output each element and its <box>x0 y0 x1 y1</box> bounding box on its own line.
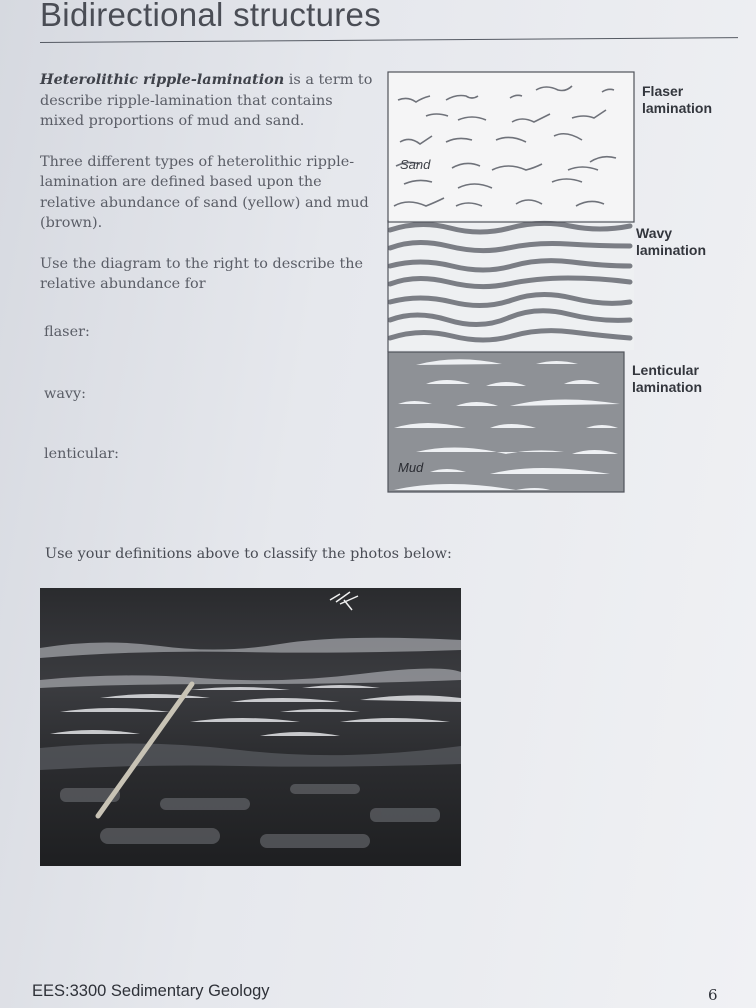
lenticular-lamination-label: Lenticular lamination <box>632 362 703 395</box>
intro-rest: describe ripple-lamination that contains mixed proportions of mud and sand. <box>40 92 333 129</box>
flaser-zone <box>388 72 634 222</box>
lamination-diagram-svg <box>386 70 638 496</box>
types-paragraph: Three different types of heterolithic ripple-lamination are defined based upon the relative abundance of sand (yellow) and mud (brown). <box>40 153 369 231</box>
page-title: Bidirectional structures <box>40 0 382 33</box>
footer-course-name: EES:3300 Sedimentary Geology <box>32 982 270 1000</box>
intro-paragraph <box>40 70 375 132</box>
outcrop-photo <box>40 588 461 866</box>
outcrop-photo-svg <box>40 588 461 866</box>
footer-page-number: 6 <box>708 986 718 1004</box>
use-paragraph: Use the diagram to the right to describe the relative abundance for <box>40 255 364 292</box>
flaser-lamination-label: Flaser lamination <box>642 83 713 116</box>
wavy-answer-label: wavy: <box>44 386 87 402</box>
intro-rest-line1: is a term to <box>284 72 373 88</box>
text-column <box>40 70 375 315</box>
flaser-answer-label: flaser: <box>44 324 90 340</box>
intro-term: Heterolithic ripple-lamination <box>40 71 285 88</box>
sand-label: Sand <box>400 157 431 172</box>
classification-instruction: Use your definitions above to classify the photos below: <box>45 546 452 562</box>
lamination-diagram <box>386 70 638 496</box>
lenticular-answer-label: lenticular: <box>44 446 120 462</box>
title-underline <box>40 37 738 43</box>
mud-label: Mud <box>398 460 424 475</box>
wavy-lamination-label: Wavy lamination <box>636 225 707 258</box>
